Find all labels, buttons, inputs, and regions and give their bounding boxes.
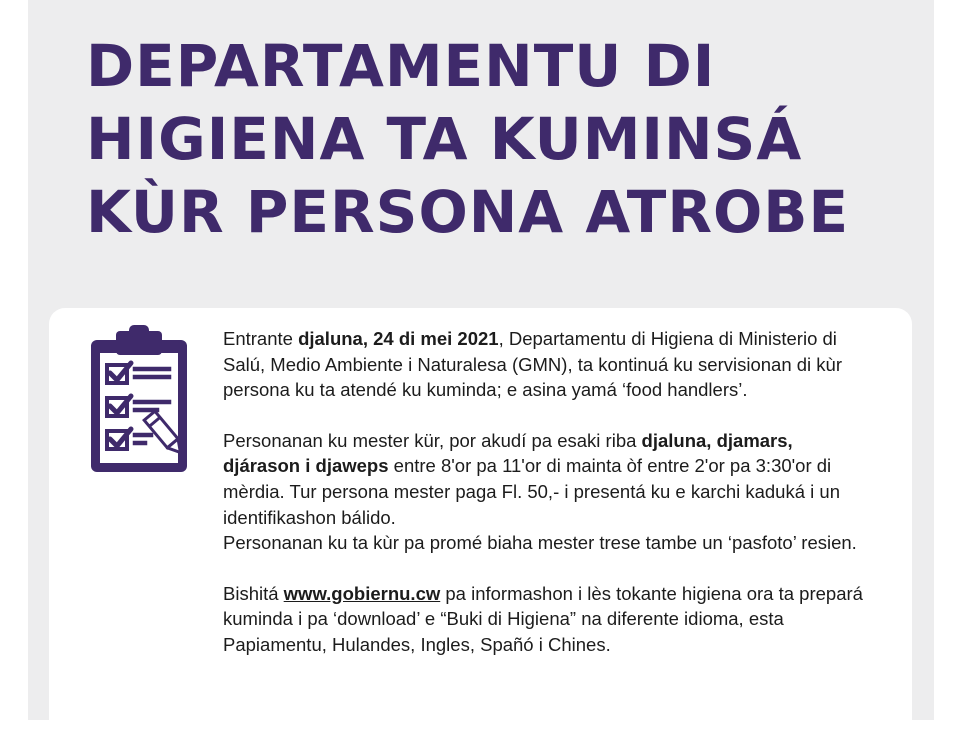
days-highlight: djaluna, djamars, djárason i djaweps [223,429,793,477]
paragraph-photo: Personanan ku ta kùr pa promé biaha mester trese tambe un ‘pasfoto’ resien. [223,532,857,554]
title-line-2: HIGIENA TA KUMINSÁ [86,105,803,173]
paragraph-schedule: Personanan ku mester kür, por akudí pa esaki riba djaluna, djamars, djárason i djaweps entre 8'or pa 11'or di mainta òf entre 2'or pa 3:30'or di mèrdia. Tur persona mester paga Fl. 50,- i presentá ku e karchi kaduká i un identifikashon bálido. [223,429,840,528]
date-highlight: djaluna, 24 di mei 2021 [298,328,499,349]
clipboard-checklist-icon [89,325,189,475]
paragraph-intro: Entrante djaluna, 24 di mei 2021, Departamentu di Higiena di Ministerio di Salú, Medio Ambiente i Naturalesa (GMN), ta kontinuá ku servisionan di kùr persona ku ta atendé ku kuminda; e asina yamá ‘food handlers’. [223,328,843,401]
page-title [86,30,926,249]
title-line-3: KÙR PERSONA ATROBE [86,178,850,246]
body-text [223,326,873,658]
website-link[interactable]: www.gobiernu.cw [283,582,441,604]
title-line-1: DEPARTAMENTU DI [86,32,716,100]
paragraph-website: Bishitá www.gobiernu.cw pa informashon i lès tokante higiena ora ta prepará kuminda i pa ‘download’ e “Buki di Higiena” na diferente idioma, esta Papiamentu, Hulandes, Ingles, Spañó i Chines. [223,582,863,655]
